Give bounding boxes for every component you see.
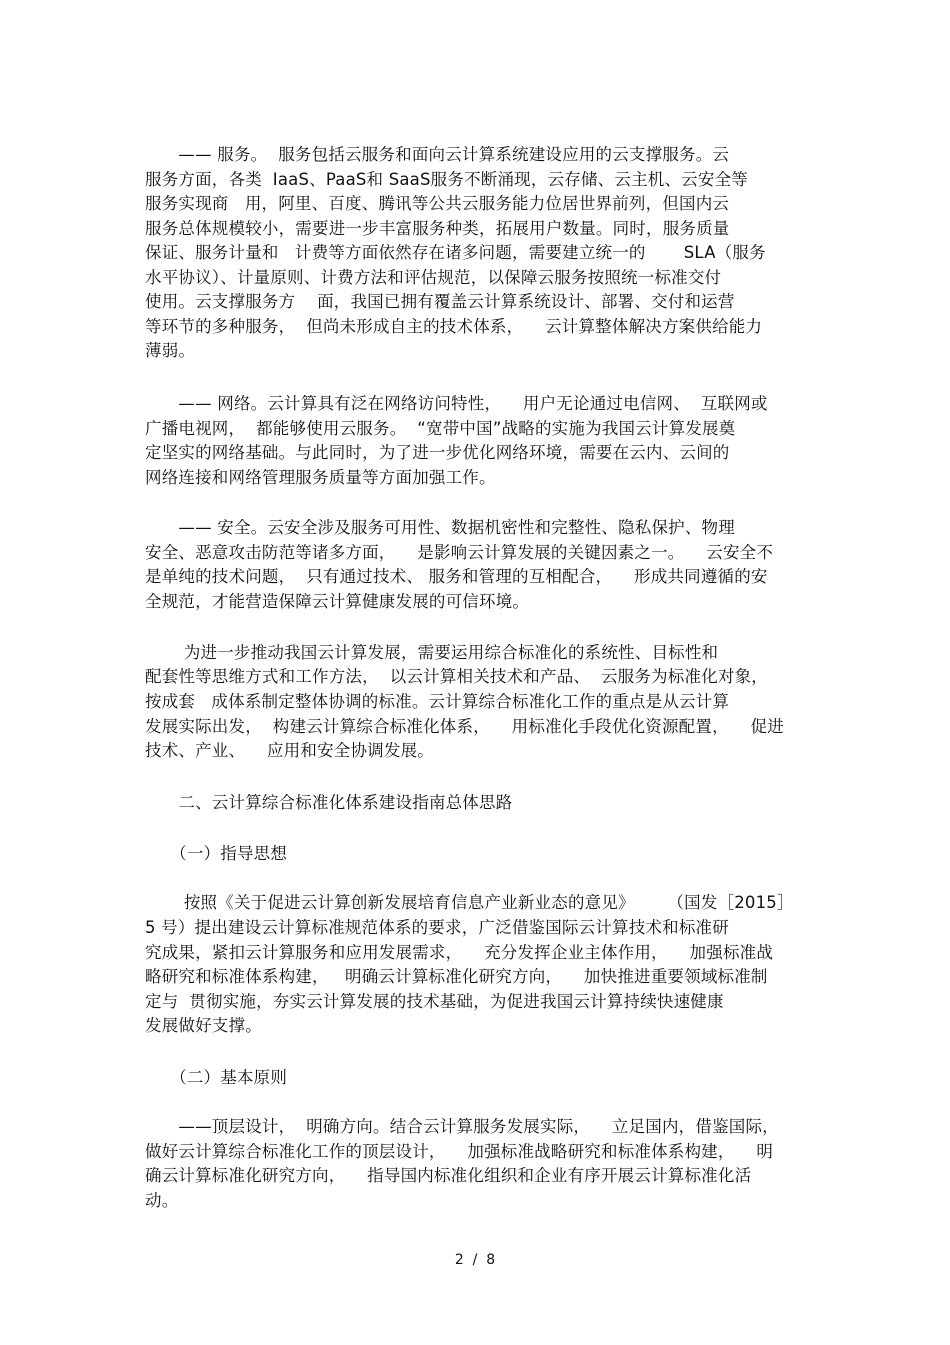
subsection-heading: （一）指导思想 <box>145 844 288 863</box>
text-line: 做好云计算综合标准化工作的顶层设计， 加强标准战略研究和标准体系构建， 明 <box>145 1142 774 1161</box>
text-line: 按成套 成体系制定整体协调的标准。云计算综合标准化工作的重点是从云计算 <box>145 692 730 711</box>
page-number: 2 / 8 <box>454 1252 496 1268</box>
text-line: 是单纯的技术问题， 只有通过技术、 服务和管理的互相配合， 形成共同遵循的安 <box>145 567 768 586</box>
text-line: 服务方面，各类 IaaS、PaaS和 SaaS服务不断涌现，云存储、云主机、云安全等 <box>145 170 748 189</box>
text-line: 全规范，才能营造保障云计算健康发展的可信环境。 <box>145 592 530 611</box>
text-line: 保证、服务计量和 计费等方面依然存在诸多问题，需要建立统一的 SLA（服务 <box>145 243 766 262</box>
text-line: —— 服务。 服务包括云服务和面向云计算系统建设应用的云支撑服务。云 <box>145 145 730 164</box>
text-line: 等环节的多种服务， 但尚未形成自主的技术体系， 云计算整体解决方案供给能力 <box>145 317 763 336</box>
subsection-heading: （二）基本原则 <box>145 1068 288 1087</box>
text-line: 配套性等思维方式和工作方法， 以云计算相关技术和产品、 云服务为标准化对象， <box>145 667 768 686</box>
text-line: —— 网络。云计算具有泛在网络访问特性， 用户无论通过电信网、 互联网或 <box>145 394 768 413</box>
text-line: 安全、恶意攻击防范等诸多方面， 是影响云计算发展的关键因素之一。 云安全不 <box>145 543 774 562</box>
text-line: 服务实现商 用，阿里、百度、腾讯等公共云服务能力位居世界前列，但国内云 <box>145 194 730 213</box>
text-line: 服务总体规模较小，需要进一步丰富服务种类，拓展用户数量。同时，服务质量 <box>145 219 730 238</box>
text-line: 5 号）提出建设云计算标准规范体系的要求，广泛借鉴国际云计算技术和标准研 <box>145 918 729 937</box>
text-line: 动。 <box>145 1191 179 1210</box>
text-line: 水平协议）、计量原则、计费方法和评估规范，以保障云服务按照统一标准交付 <box>145 268 722 287</box>
text-line: 确云计算标准化研究方向， 指导国内标准化组织和企业有序开展云计算标准化活 <box>145 1166 752 1185</box>
text-line: 广播电视网， 都能够使用云服务。 “宽带中国”战略的实施为我国云计算发展奠 <box>145 419 736 438</box>
text-line: 网络连接和网络管理服务质量等方面加强工作。 <box>145 468 496 487</box>
text-line: 发展实际出发， 构建云计算综合标准化体系， 用标准化手段优化资源配置， 促进 <box>145 717 784 736</box>
text-line: 略研究和标准体系构建， 明确云计算标准化研究方向， 加快推进重要领域标准制 <box>145 967 768 986</box>
text-line: 技术、产业、 应用和安全协调发展。 <box>145 741 434 760</box>
text-line: 为进一步推动我国云计算发展，需要运用综合标准化的系统性、目标性和 <box>145 643 719 662</box>
text-line: ——顶层设计， 明确方向。结合云计算服务发展实际， 立足国内，借鉴国际， <box>145 1117 779 1136</box>
text-line: 究成果，紧扣云计算服务和应用发展需求， 充分发挥企业主体作用， 加强标准战 <box>145 943 774 962</box>
text-line: 使用。云支撑服务方 面，我国已拥有覆盖云计算系统设计、部署、交付和运营 <box>145 292 735 311</box>
text-line: 薄弱。 <box>145 341 196 360</box>
section-heading: 二、云计算综合标准化体系建设指南总体思路 <box>145 793 513 812</box>
text-line: 定坚实的网络基础。与此同时，为了进一步优化网络环境，需要在云内、云间的 <box>145 443 730 462</box>
text-line: 发展做好支撑。 <box>145 1016 262 1035</box>
text-line: 定与 贯彻实施，夯实云计算发展的技术基础，为促进我国云计算持续快速健康 <box>145 992 724 1011</box>
text-line: —— 安全。云安全涉及服务可用性、数据机密性和完整性、隐私保护、物理 <box>145 518 735 537</box>
text-line: 按照《关于促进云计算创新发展培育信息产业新业态的意见》 （国发［2015］ <box>145 893 794 912</box>
